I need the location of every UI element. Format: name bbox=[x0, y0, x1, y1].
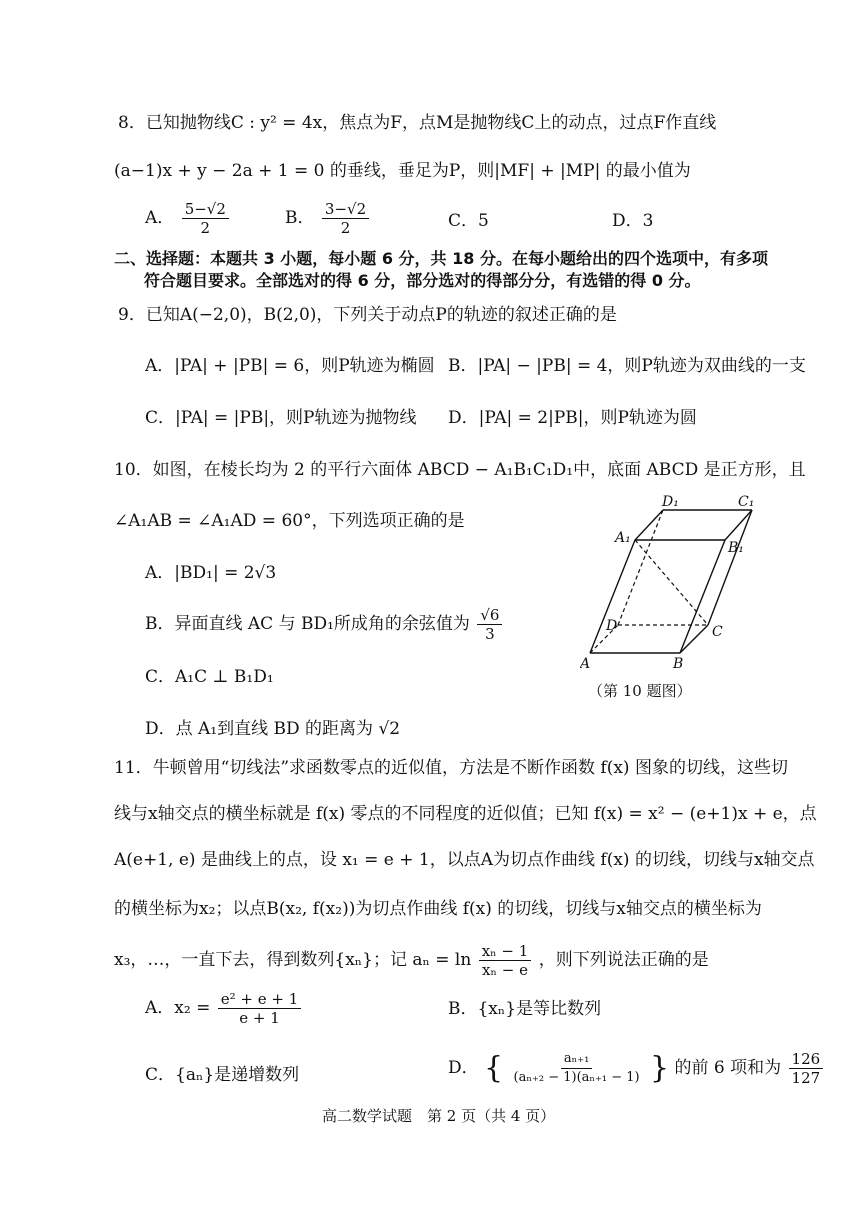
left-brace: { bbox=[484, 1050, 504, 1086]
q8-option-b-numerator: 3−√2 bbox=[322, 200, 369, 219]
q8-option-b-denominator: 2 bbox=[340, 219, 351, 237]
vertex-label-a1: A₁ bbox=[615, 530, 631, 546]
q8-option-a-fraction bbox=[182, 200, 229, 237]
q11-option-d-middle: 的前 6 项和为 bbox=[674, 1058, 782, 1078]
q10-option-a: A．|BD₁| = 2√3 bbox=[145, 563, 277, 583]
q11-option-a-numerator: e² + e + 1 bbox=[218, 990, 302, 1009]
q11-stem-line1: 11．牛顿曾用“切线法”求函数零点的近似值，方法是不断作函数 f(x) 图象的切线，这些切 bbox=[114, 758, 788, 778]
q9-stem: 9．已知A(−2,0)，B(2,0)，下列关于动点P的轨迹的叙述正确的是 bbox=[118, 305, 617, 325]
q10-option-b-denominator: 3 bbox=[485, 625, 495, 643]
q10-option-b-numerator: √6 bbox=[477, 606, 502, 625]
q11-option-d bbox=[448, 1050, 825, 1087]
q11-stem-line5 bbox=[114, 942, 709, 979]
q9-option-b: B．|PA| − |PB| = 4，则P轨迹为双曲线的一支 bbox=[448, 356, 806, 376]
right-brace: } bbox=[650, 1050, 670, 1086]
q8-option-a-numerator: 5−√2 bbox=[182, 200, 229, 219]
parallelepiped-figure bbox=[580, 490, 780, 670]
q11-line5-prefix: x₃，…，一直下去，得到数列{xₙ}；记 aₙ = ln bbox=[114, 950, 472, 970]
edge-b1c1 bbox=[725, 510, 752, 540]
q10-option-b bbox=[145, 606, 504, 643]
vertex-label-a: A bbox=[580, 656, 591, 670]
q11-stem-line4: 的横坐标为x₂；以点B(x₂, f(x₂))为切点作曲线 f(x) 的切线，切线与x轴交点的横坐标为 bbox=[114, 899, 762, 919]
q8-option-a bbox=[145, 200, 231, 237]
q9-option-a: A．|PA| + |PB| = 6，则P轨迹为椭圆 bbox=[145, 356, 435, 376]
q11-option-a-fraction bbox=[218, 990, 302, 1027]
q10-option-c: C．A₁C ⊥ B₁D₁ bbox=[145, 667, 274, 687]
q11-option-b: B．{xₙ}是等比数列 bbox=[448, 999, 602, 1019]
q8-option-a-denominator: 2 bbox=[200, 219, 211, 237]
q11-option-d-numerator: aₙ₊₁ bbox=[561, 1050, 592, 1069]
vertex-label-c: C bbox=[712, 624, 723, 640]
q11-option-c: C．{aₙ}是递增数列 bbox=[145, 1065, 300, 1085]
vertex-label-b1: B₁ bbox=[728, 540, 744, 556]
q11-option-a bbox=[145, 990, 303, 1027]
section2-header-line2: 符合题目要求。全部选对的得 6 分，部分选对的得部分分，有选错的得 0 分。 bbox=[144, 271, 701, 290]
q11-stem-line2: 线与x轴交点的横坐标就是 f(x) 零点的不同程度的近似值；已知 f(x) = x² − (e+1)x + e，点 bbox=[114, 804, 817, 824]
q11-option-d-sum-denominator: 127 bbox=[791, 1069, 821, 1087]
q10-option-b-fraction bbox=[477, 606, 502, 643]
q8-option-c: C．5 bbox=[448, 211, 489, 231]
q9-option-c: C．|PA| = |PB|，则P轨迹为抛物线 bbox=[145, 408, 417, 428]
q11-option-a-denominator: e + 1 bbox=[239, 1009, 280, 1027]
figure-caption: （第 10 题图） bbox=[588, 682, 692, 700]
q9-option-d: D．|PA| = 2|PB|，则P轨迹为圆 bbox=[448, 408, 697, 428]
q8-stem-line2: (a−1)x + y − 2a + 1 = 0 的垂线，垂足为P，则|MF| + |MP| 的最小值为 bbox=[114, 161, 691, 181]
q10-stem-line1: 10．如图，在棱长均为 2 的平行六面体 ABCD − A₁B₁C₁D₁中，底面 ABCD 是正方形，且 bbox=[114, 460, 806, 480]
vertex-label-b: B bbox=[673, 656, 684, 670]
q11-stem-line3: A(e+1, e) 是曲线上的点，设 x₁ = e + 1，以点A为切点作曲线 f(x) 的切线，切线与x轴交点 bbox=[114, 850, 815, 870]
q8-option-a-label: A． bbox=[145, 208, 175, 228]
page-footer: 高二数学试题 第 2 页（共 4 页） bbox=[322, 1107, 556, 1125]
vertex-label-d: D bbox=[606, 618, 618, 634]
edge-d1a1 bbox=[635, 510, 663, 540]
q11-an-fraction bbox=[479, 942, 532, 979]
q10-stem-line2: ∠A₁AB = ∠A₁AD = 60°，下列选项正确的是 bbox=[114, 511, 465, 531]
q10-option-b-text: B．异面直线 AC 与 BD₁所成角的余弦值为 bbox=[145, 614, 470, 634]
vertex-label-c1: C₁ bbox=[738, 494, 755, 510]
q8-option-b-label: B． bbox=[285, 208, 315, 228]
q11-line5-suffix: ，则下列说法正确的是 bbox=[538, 950, 709, 970]
section2-header-line1: 二、选择题：本题共 3 小题，每小题 6 分，共 18 分。在每小题给出的四个选项中，有多项 bbox=[114, 249, 768, 268]
vertex-label-d1: D₁ bbox=[662, 494, 679, 510]
q8-option-b-fraction bbox=[322, 200, 369, 237]
q11-option-d-fraction bbox=[511, 1050, 643, 1087]
q8-option-d: D．3 bbox=[612, 211, 654, 231]
q11-option-d-denominator: (aₙ₊₂ − 1)(aₙ₊₁ − 1) bbox=[513, 1070, 640, 1085]
q11-option-a-prefix: A．x₂ = bbox=[145, 998, 211, 1018]
q10-option-d: D．点 A₁到直线 BD 的距离为 √2 bbox=[145, 719, 401, 739]
q11-option-d-prefix: D． bbox=[448, 1058, 479, 1078]
q8-option-b bbox=[285, 200, 371, 237]
q11-an-numerator: xₙ − 1 bbox=[479, 942, 532, 961]
diagonal-a1c-hidden bbox=[635, 540, 708, 625]
q11-option-d-sum-numerator: 126 bbox=[789, 1050, 824, 1069]
q11-option-d-sum-fraction bbox=[789, 1050, 824, 1087]
edge-bc bbox=[680, 625, 708, 653]
q11-an-denominator: xₙ − e bbox=[482, 961, 528, 979]
edge-aa1 bbox=[590, 540, 635, 653]
q8-stem-line1: 8．已知抛物线C : y² = 4x，焦点为F，点M是抛物线C上的动点，过点F作直线 bbox=[118, 113, 717, 133]
